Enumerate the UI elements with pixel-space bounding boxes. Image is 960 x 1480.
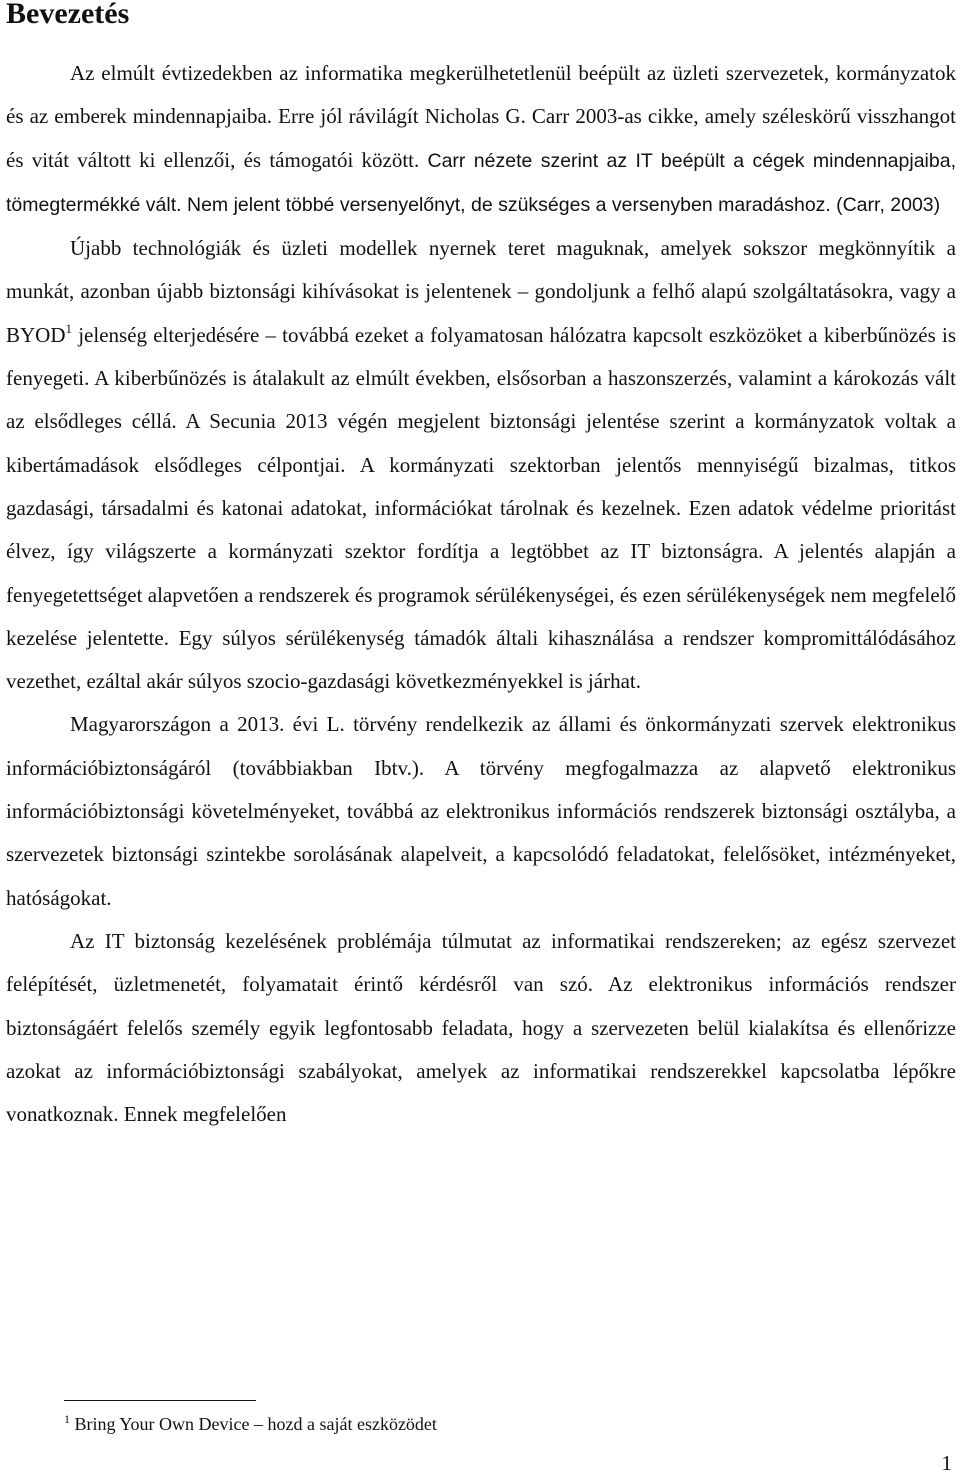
paragraph-1-serif: Az elmúlt évtizedekben az informatika megkerülhetetlenül beépült az üzleti szervezetek, kormányzatok és az emberek mindennapjaiba. Erre jól rávilágít Nicholas G. Carr 2003-as cikke, amely széleskörű visszhangot és vitát váltott ki ellenzői, és támogatói között. bbox=[6, 61, 956, 172]
paragraph-3: Magyarországon a 2013. évi L. törvény rendelkezik az állami és önkormányzati szervek elektronikus információbiztonságáról (továbbiakban Ibtv.). A törvény megfogalmazza az alapvető elektronikus információbiztonsági követelményeket, továbbá az elektronikus információs rendszerek biztonsági osztályba, a szervezetek biztonsági szintekbe sorolásának alapelveit, a kapcsolódó feladatokat, felelősöket, intézményeket, hatóságokat. bbox=[6, 712, 956, 910]
paragraph-1-sans: Carr nézete szerint az IT beépült a cégek mindennapjaiba, tömegtermékké vált. Nem jelent többé versenyelőnyt, de szükséges a versenyben maradáshoz. bbox=[6, 149, 956, 216]
paragraph-2 bbox=[6, 227, 956, 703]
paragraph-2-start: Újabb technológiák és üzleti modellek nyernek teret maguknak, amelyek sokszor megkönnyítik a munkát, azonban újabb biztonsági kihívásokat is jelentenek – gondoljunk a felhő alapú szolgáltatásokra, vagy a BYOD bbox=[6, 236, 956, 347]
footnote-number: 1 bbox=[64, 1412, 70, 1426]
section-heading: Bevezetés bbox=[6, 0, 130, 30]
paragraph-1 bbox=[6, 52, 956, 227]
footnote-separator bbox=[64, 1400, 256, 1401]
footnote bbox=[64, 1412, 437, 1436]
paragraph-4: Az IT biztonság kezelésének problémája túlmutat az informatikai rendszereken; az egész szervezet felépítését, üzletmenetét, folyamatait érintő kérdésről van szó. Az elektronikus információs rendszer biztonságáért felelős személy egyik legfontosabb feladata, hogy a szervezeten belül kialakítsa és ellenőrizze azokat az információbiztonsági szabályokat, amelyek az informatikai rendszerekkel kapcsolatba lépőkre vonatkoznak. Ennek megfelelően bbox=[6, 928, 956, 1127]
footnote-reference[interactable]: 1 bbox=[65, 320, 73, 336]
body-text bbox=[6, 52, 956, 1136]
footnote-text: Bring Your Own Device – hozd a saját eszközödet bbox=[70, 1414, 437, 1434]
citation-carr-2003: (Carr, 2003) bbox=[836, 193, 941, 216]
paragraph-2-rest: jelenség elterjedésére – továbbá ezeket a folyamatosan hálózatra kapcsolt eszközöket a kiberbűnözés is fenyegeti. A kiberbűnözés is átalakult az elmúlt években, elsősorban a haszonszerzés, valamint a károkozás vált az elsődleges céllá. A Secunia 2013 végén megjelent biztonsági jelentése szerint a kormányzatok voltak a kibertámadások elsődleges célpontjai. A kormányzati szektorban jelentős mennyiségű bizalmas, titkos gazdasági, társadalmi és katonai adatokat, információkat tárolnak és kezelnek. Ezen adatok védelme prioritást élvez, így világszerte a kormányzati szektor fordítja a legtöbbet az IT biztonságra. A jelentés alapján a fenyegetettséget alapvetően a rendszerek és programok sérülékenységei, és ezen sérülékenységek nem megfelelő kezelése jelentette. Egy súlyos sérülékenység támadók általi kihasználása a rendszer kompromittálódásához vezethet, ezáltal akár súlyos szocio-gazdasági következményekkel is járhat. bbox=[6, 322, 956, 694]
page-number: 1 bbox=[941, 1451, 952, 1475]
